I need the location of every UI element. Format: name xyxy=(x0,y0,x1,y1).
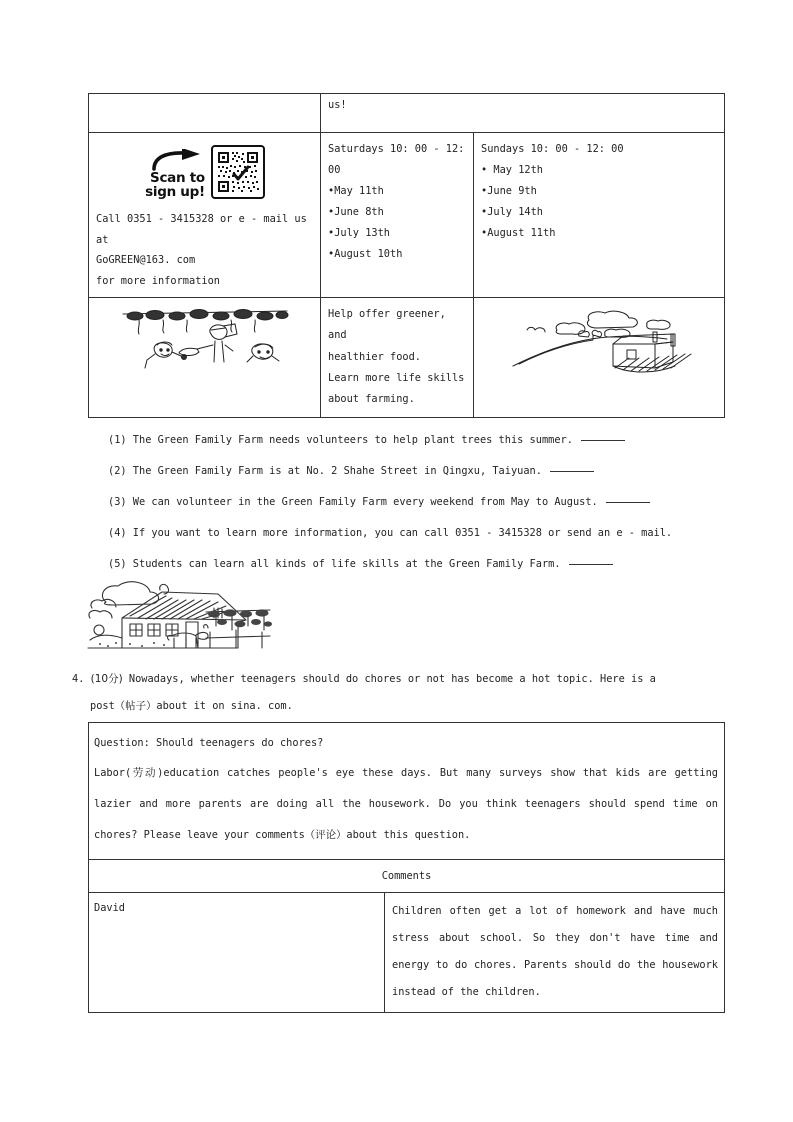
grape-harvest-sketch-icon xyxy=(119,304,291,370)
slogan-line-3: Learn more life skills xyxy=(328,371,465,384)
flyer-contact-line-1: Call 0351 - 3415328 or e - mail us at xyxy=(96,213,313,246)
statement-2-text: (2) The Green Family Farm is at No. 2 Shahe Street in Qingxu, Taiyuan. xyxy=(108,465,542,477)
scan-to-sign-up-graphic xyxy=(96,145,314,199)
post-question-cell xyxy=(89,723,725,860)
qr-code-icon xyxy=(211,145,265,199)
flyer-cell-harvest-image xyxy=(89,298,321,418)
post-body-cjk-2: 评论 xyxy=(315,828,337,841)
countryside-farm-sketch-icon xyxy=(505,308,695,376)
scan-line-1: Scan to xyxy=(150,170,205,186)
flyer-us-text: us! xyxy=(328,99,347,111)
statement-3-text: (3) We can volunteer in the Green Family Farm every weekend from May to August. xyxy=(108,496,598,508)
post-body-b: )education catches people's eye these days. But many surveys show that kids are getting lazier and more parents are doing all the housework. Do you think teenagers should spend time on chores? Please leave your comments（ xyxy=(94,767,718,841)
flyer-cell-sundays xyxy=(474,133,725,298)
answer-blank-2[interactable] xyxy=(550,461,594,472)
flyer-row-schedule xyxy=(89,133,725,298)
comment-text-cell xyxy=(385,892,725,1012)
post-question-row xyxy=(89,723,725,860)
question-4-line-2 xyxy=(72,693,727,720)
qr-code-svg xyxy=(216,150,260,194)
sundays-item-2: •June 9th xyxy=(481,185,537,198)
post-body-a: Labor( xyxy=(94,767,132,780)
flyer-cell-saturdays xyxy=(321,133,474,298)
post-comments-header-row xyxy=(89,859,725,892)
flyer-cell-countryside-image xyxy=(474,298,725,418)
question-4-marks: (10分) xyxy=(90,673,123,685)
question-4-prompt xyxy=(72,666,727,720)
flyer-row-header xyxy=(89,94,725,133)
comment-author-name: David xyxy=(94,901,125,914)
true-false-statements xyxy=(108,425,728,580)
saturdays-item-4: •August 10th xyxy=(328,248,403,261)
farmhouse-cow-vineyard-sketch-icon xyxy=(86,578,272,650)
flyer-cell-empty xyxy=(89,94,321,133)
statement-4 xyxy=(108,518,728,549)
slogan-line-2: healthier food. xyxy=(328,350,421,363)
sina-post-table xyxy=(88,722,725,1013)
saturdays-item-1: •May 11th xyxy=(328,185,384,198)
post-body xyxy=(94,758,718,850)
answer-blank-1[interactable] xyxy=(581,430,625,441)
saturdays-item-2: •June 8th xyxy=(328,206,384,219)
answer-blank-3[interactable] xyxy=(606,492,650,503)
post-question-line: Question: Should teenagers do chores? xyxy=(94,737,324,749)
flyer-cell-slogan xyxy=(321,298,474,418)
farmhouse-cow-vineyard-sketch xyxy=(86,578,272,655)
question-4-post-b: ）about it on sina. com. xyxy=(146,700,293,712)
sundays-heading: Sundays 10: 00 - 12: 00 xyxy=(481,143,624,155)
scan-wordmark xyxy=(145,149,205,199)
flyer-contact-line-3: for more information xyxy=(96,274,220,287)
slogan-line-1: Help offer greener, and xyxy=(328,308,452,342)
flyer-cell-us xyxy=(321,94,725,133)
saturdays-item-3: •July 13th xyxy=(328,227,390,240)
question-4-post-cjk: 帖子 xyxy=(125,700,147,712)
post-body-c: ）about this question. xyxy=(336,828,471,841)
saturdays-heading: Saturdays 10: 00 - 12: 00 xyxy=(328,143,471,177)
statement-2 xyxy=(108,456,728,487)
question-4-text-1: Nowadays, whether teenagers should do chores or not has become a hot topic. Here is a xyxy=(128,673,656,685)
question-4-number: 4. xyxy=(72,673,85,685)
flyer-cell-contact xyxy=(89,133,321,298)
statement-5 xyxy=(108,549,728,580)
table-row xyxy=(89,892,725,1012)
statement-4-text: (4) If you want to learn more information, you can call 0351 - 3415328 or send an e - mail. xyxy=(108,527,673,539)
green-farm-flyer-table xyxy=(88,93,725,418)
sundays-item-4: •August 11th xyxy=(481,227,556,240)
statement-5-text: (5) Students can learn all kinds of life skills at the Green Family Farm. xyxy=(108,558,561,570)
flyer-contact-line-2: GoGREEN@163. com xyxy=(96,254,196,267)
statement-1-text: (1) The Green Family Farm needs volunteers to help plant trees this summer. xyxy=(108,434,573,446)
curved-arrow-icon xyxy=(151,149,205,171)
sundays-item-3: •July 14th xyxy=(481,206,543,219)
comments-header: Comments xyxy=(89,859,725,892)
sundays-item-1: • May 12th xyxy=(481,164,543,177)
flyer-row-images xyxy=(89,298,725,418)
statement-3 xyxy=(108,487,728,518)
comment-author-cell xyxy=(89,892,385,1012)
slogan-line-4: about farming. xyxy=(328,392,415,405)
comment-text: Children often get a lot of homework and have much stress about school. So they don't have time and energy to do chores. Parents should do the housework instead of the children. xyxy=(392,904,718,998)
statement-1 xyxy=(108,425,728,456)
question-4-line-1 xyxy=(72,666,727,693)
answer-blank-5[interactable] xyxy=(569,554,613,565)
post-body-cjk-1: 劳动 xyxy=(131,767,158,780)
scan-line-2: sign up! xyxy=(145,183,205,200)
question-4-post-a: post（ xyxy=(90,700,126,712)
